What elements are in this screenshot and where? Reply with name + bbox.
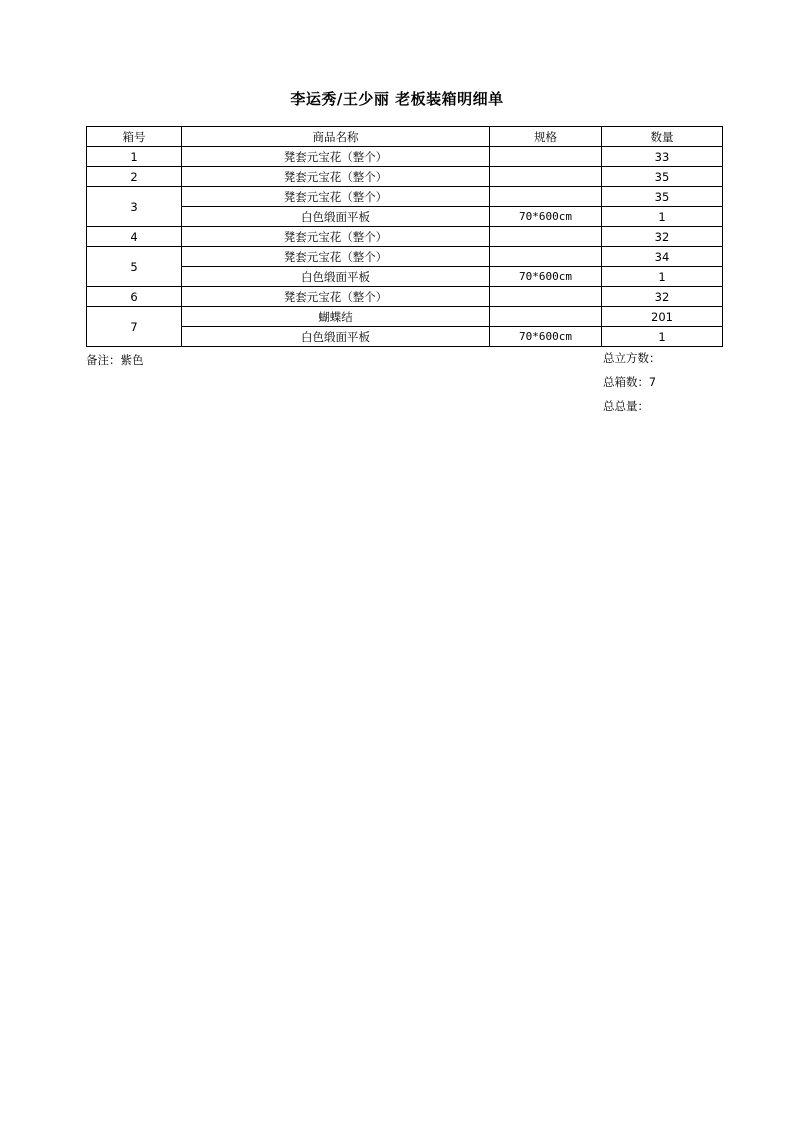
spec-cell xyxy=(490,167,602,187)
product-name-cell: 凳套元宝花（整个） xyxy=(182,187,490,207)
spec-cell: 70*600cm xyxy=(490,327,602,347)
table-row xyxy=(87,167,723,187)
total-boxes-value: 7 xyxy=(649,375,656,389)
total-weight xyxy=(603,398,649,414)
box-no-cell: 2 xyxy=(87,167,182,187)
quantity-cell: 32 xyxy=(602,287,723,307)
header-spec: 规格 xyxy=(490,127,602,147)
product-name-cell: 白色缎面平板 xyxy=(182,267,490,287)
quantity-cell: 1 xyxy=(602,267,723,287)
total-volume-label: 总立方数： xyxy=(603,351,661,365)
product-name-cell: 凳套元宝花（整个） xyxy=(182,147,490,167)
spec-cell xyxy=(490,147,602,167)
product-name-cell: 凳套元宝花（整个） xyxy=(182,167,490,187)
quantity-cell: 32 xyxy=(602,227,723,247)
table-row xyxy=(87,187,723,207)
quantity-cell: 201 xyxy=(602,307,723,327)
quantity-cell: 35 xyxy=(602,167,723,187)
table-row xyxy=(87,307,723,327)
product-name-cell: 白色缎面平板 xyxy=(182,327,490,347)
total-weight-label: 总总量： xyxy=(603,399,649,413)
remarks-label: 备注： xyxy=(86,353,121,367)
quantity-cell: 35 xyxy=(602,187,723,207)
header-product-name: 商品名称 xyxy=(182,127,490,147)
remarks xyxy=(86,352,144,368)
packing-table xyxy=(86,126,723,347)
quantity-cell: 34 xyxy=(602,247,723,267)
total-volume xyxy=(603,350,661,366)
product-name-cell: 白色缎面平板 xyxy=(182,207,490,227)
product-name-cell: 凳套元宝花（整个） xyxy=(182,287,490,307)
table-row xyxy=(87,247,723,267)
quantity-cell: 1 xyxy=(602,207,723,227)
table-row xyxy=(87,327,723,347)
quantity-cell: 33 xyxy=(602,147,723,167)
spec-cell: 70*600cm xyxy=(490,267,602,287)
box-no-cell: 1 xyxy=(87,147,182,167)
spec-cell xyxy=(490,307,602,327)
spec-cell: 70*600cm xyxy=(490,207,602,227)
page-title: 李运秀/王少丽 老板装箱明细单 xyxy=(290,90,504,108)
product-name-cell: 凳套元宝花（整个） xyxy=(182,227,490,247)
quantity-cell: 1 xyxy=(602,327,723,347)
table-row xyxy=(87,147,723,167)
box-no-cell: 3 xyxy=(87,187,182,227)
spec-cell xyxy=(490,187,602,207)
remarks-value: 紫色 xyxy=(120,353,144,367)
header-quantity: 数量 xyxy=(602,127,723,147)
spec-cell xyxy=(490,287,602,307)
header-box-no: 箱号 xyxy=(87,127,182,147)
total-boxes xyxy=(603,374,656,390)
box-no-cell: 6 xyxy=(87,287,182,307)
product-name-cell: 蝴蝶结 xyxy=(182,307,490,327)
product-name-cell: 凳套元宝花（整个） xyxy=(182,247,490,267)
table-row xyxy=(87,227,723,247)
table-row xyxy=(87,207,723,227)
total-boxes-label: 总箱数： xyxy=(603,375,649,389)
table-row xyxy=(87,267,723,287)
box-no-cell: 4 xyxy=(87,227,182,247)
box-no-cell: 5 xyxy=(87,247,182,287)
table-header-row xyxy=(87,127,723,147)
table-row xyxy=(87,287,723,307)
spec-cell xyxy=(490,227,602,247)
spec-cell xyxy=(490,247,602,267)
box-no-cell: 7 xyxy=(87,307,182,347)
